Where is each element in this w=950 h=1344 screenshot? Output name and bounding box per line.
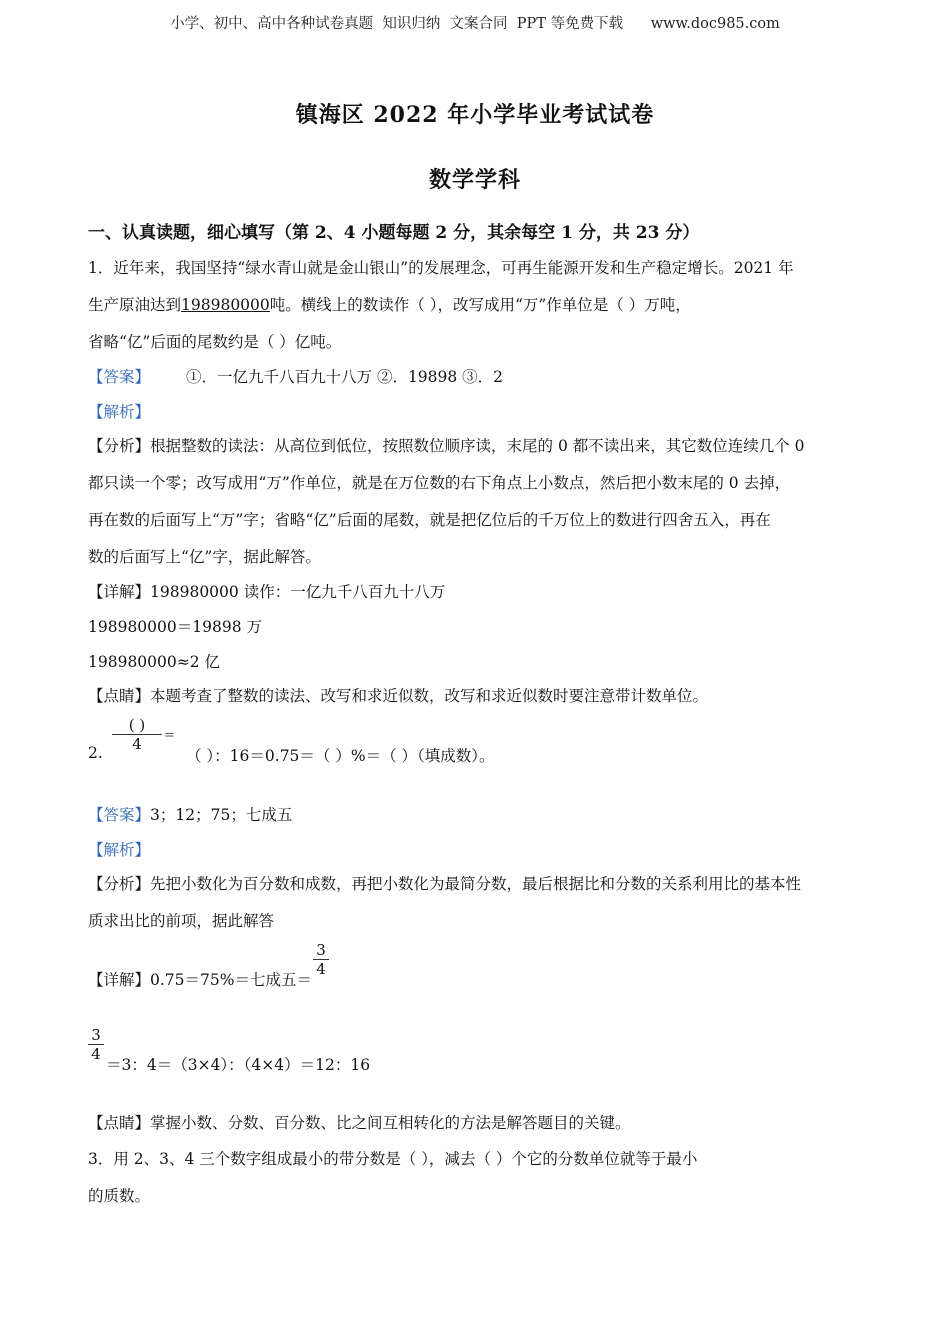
q2-analysis-line1	[88, 872, 868, 894]
answer-tag: 【答案】	[88, 368, 151, 386]
q1-text-part: 生产原油达到	[88, 296, 182, 314]
q2-fraction-numerator: ( )	[128, 716, 146, 734]
fraction-denominator: 4	[316, 960, 326, 978]
q1-detail-line3: 198980000≈2 亿	[88, 653, 221, 671]
q1-detail-line2: 198980000＝19898 万	[88, 618, 262, 636]
q1-analysis-line2: 都只读一个零；改写成用“万”作单位，就是在万位数的右下角点上小数点，然后把小数末尾的 0 去掉，	[88, 474, 791, 492]
comment-text: 掌握小数、分数、百分数、比之间互相转化的方法是解答题目的关键。	[150, 1114, 631, 1132]
q1-text-line1: 1．近年来，我国坚持“绿水青山就是金山银山”的发展理念，可再生能源开发和生产稳定增长。2021 年	[88, 259, 794, 277]
q2-analysis-line2: 质求出比的前项，据此解答	[88, 912, 275, 930]
analysis-tag: 【分析】	[88, 437, 151, 455]
q1-text-part: 吨。横线上的数读作（ ），改写成用“万”作单位是（ ）万吨，	[269, 296, 691, 314]
exam-title: 镇海区 2022 年小学毕业考试试卷	[295, 102, 655, 128]
q2-fraction-equals: =	[164, 728, 175, 743]
q2-detail2-fraction	[88, 1026, 104, 1063]
comment-tag: 【点睛】	[88, 1114, 151, 1132]
q1-text-line2	[88, 293, 868, 315]
q2-answer	[88, 803, 868, 825]
q2-detail-line2: ＝3：4＝（3×4）：（4×4）＝12：16	[106, 1056, 371, 1074]
q3-text-line1: 3．用 2、3、4 三个数字组成最小的带分数是（ ），减去（ ）个它的分数单位就等于最小	[88, 1150, 698, 1168]
q2-number: 2.	[88, 744, 103, 762]
q2-fraction-denominator: 4	[132, 735, 142, 753]
q1-detail-line1	[88, 580, 868, 602]
answer-text: 3；12；75；七成五	[150, 806, 293, 824]
q1-answer	[88, 365, 868, 387]
q2-text: （ ）：16＝0.75＝（ ）%＝（ ）（填成数）。	[186, 747, 495, 765]
analysis-text: 根据整数的读法：从高位到低位，按照数位顺序读，末尾的 0 都不读出来，其它数位连续几个 0	[150, 437, 805, 455]
q2-detail-fraction	[313, 941, 329, 978]
detail-tag: 【详解】	[88, 583, 151, 601]
q1-analysis-line3: 再在数的后面写上“万”字；省略“亿”后面的尾数，就是把亿位后的千万位上的数进行四舍五入，再在	[88, 511, 771, 529]
q1-text-line3: 省略“亿”后面的尾数约是（ ）亿吨。	[88, 333, 342, 351]
q1-jiexi-tag: 【解析】	[88, 403, 151, 421]
site-header: 小学、初中、高中各种试卷真题 知识归纳 文案合同 PPT 等免费下载 www.doc985.com	[170, 16, 780, 32]
q2-jiexi-tag: 【解析】	[88, 841, 151, 859]
section-heading: 一、认真读题，细心填写（第 2、4 小题每题 2 分，其余每空 1 分，共 23 分）	[88, 223, 700, 243]
fraction-denominator: 4	[91, 1045, 101, 1063]
detail-text: 198980000 读作：一亿九千八百九十八万	[150, 583, 446, 601]
analysis-text: 先把小数化为百分数和成数，再把小数化为最简分数，最后根据比和分数的关系利用比的基本性	[150, 875, 802, 893]
q2-detail-line1	[88, 968, 868, 990]
fraction-numerator: 3	[316, 941, 326, 959]
comment-tag: 【点睛】	[88, 687, 151, 705]
comment-text: 本题考查了整数的读法、改写和求近似数，改写和求近似数时要注意带计数单位。	[150, 687, 709, 705]
q1-analysis-line4: 数的后面写上“亿”字，据此解答。	[88, 548, 321, 566]
detail-text: 0.75＝75%＝七成五＝	[150, 971, 312, 989]
q2-comment	[88, 1111, 868, 1133]
answer-tag: 【答案】	[88, 806, 151, 824]
exam-subtitle: 数学学科	[428, 167, 521, 193]
q1-underlined-number: 198980000	[181, 296, 270, 314]
q1-comment	[88, 684, 868, 706]
detail-tag: 【详解】	[88, 971, 151, 989]
analysis-tag: 【分析】	[88, 875, 151, 893]
q1-analysis-line1	[88, 434, 868, 456]
fraction-numerator: 3	[91, 1026, 101, 1044]
answer-text: ①．一亿九千八百九十八万 ②．19898 ③．2	[186, 368, 504, 386]
q3-text-line2: 的质数。	[88, 1187, 151, 1205]
